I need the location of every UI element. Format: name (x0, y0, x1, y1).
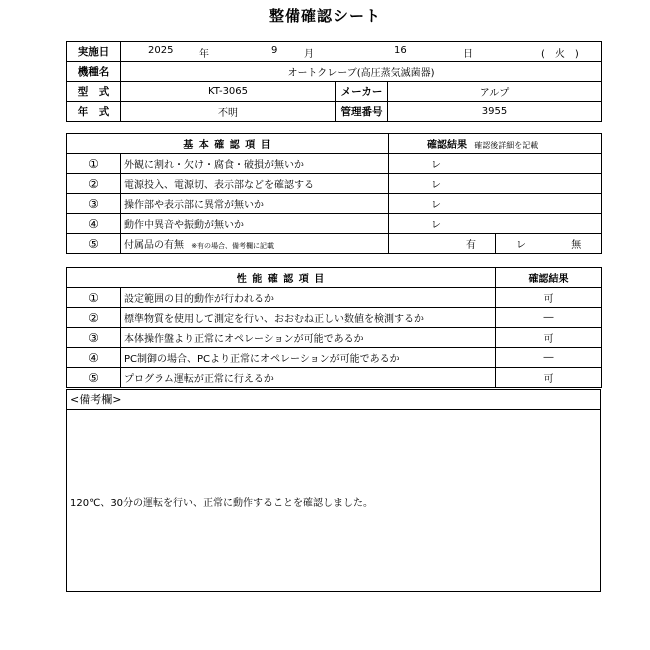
perf-row-text: 本体操作盤より正常にオペレーションが可能であるか (121, 328, 496, 348)
basic-row-2 (67, 174, 602, 194)
basic-header-items: 基 本 確 認 項 目 (67, 134, 389, 154)
perf-row-1 (67, 288, 602, 308)
date-day: 16 (394, 45, 407, 56)
model-value: KT-3065 (121, 82, 336, 102)
info-table (66, 41, 602, 122)
date-year-unit: 年 (199, 49, 209, 60)
basic-row-text: 電源投入、電源切、表示部などを確認する (121, 174, 389, 194)
basic-accessory-note: ※有の場合、備考欄に記載 (191, 242, 275, 250)
basic-accessory-text: 付属品の有無 (124, 240, 184, 251)
perf-row-text: プログラム運転が正常に行えるか (121, 368, 496, 388)
perf-row-result: ― (496, 348, 602, 368)
basic-row-num: ② (67, 174, 121, 194)
maker-label: メーカー (336, 82, 388, 102)
perf-row-text: PC制御の場合、PCより正常にオペレーションが可能であるか (121, 348, 496, 368)
basic-header-result-cell (389, 134, 602, 154)
perf-row-5 (67, 368, 602, 388)
basic-row-result: レ (389, 154, 602, 174)
perf-header-items: 性 能 確 認 項 目 (67, 268, 496, 288)
basic-row-result: レ (389, 214, 602, 234)
basic-accessory-mark: レ (516, 240, 527, 251)
machine-row (67, 62, 602, 82)
model-row (67, 82, 602, 102)
year-type-value: 不明 (121, 102, 336, 122)
machine-label: 機種名 (67, 62, 121, 82)
perf-header-row (67, 268, 602, 288)
perf-row-result: ― (496, 308, 602, 328)
basic-header-result: 確認結果 (427, 140, 468, 151)
model-label: 型 式 (67, 82, 121, 102)
basic-row-num: ① (67, 154, 121, 174)
perf-row-4 (67, 348, 602, 368)
year-type-row (67, 102, 602, 122)
date-weekday: ( 火 ) (541, 49, 579, 60)
perf-row-num: ① (67, 288, 121, 308)
maker-value: アルプ (388, 82, 602, 102)
basic-header-note: 確認後詳細を記載 (474, 141, 539, 150)
machine-value: オートクレーブ(高圧蒸気滅菌器) (121, 62, 602, 82)
perf-row-2 (67, 308, 602, 328)
perf-row-text: 設定範囲の目的動作が行われるか (121, 288, 496, 308)
date-label: 実施日 (67, 42, 121, 62)
basic-accessory-no: 無 (571, 240, 582, 251)
perf-row-result: 可 (496, 328, 602, 348)
basic-row-result: レ (389, 194, 602, 214)
performance-check-table (66, 267, 602, 388)
basic-row-4 (67, 214, 602, 234)
basic-row-1 (67, 154, 602, 174)
basic-accessory-text-cell (121, 234, 389, 254)
basic-row-text: 動作中異音や振動が無いか (121, 214, 389, 234)
basic-accessory-yes: 有 (389, 234, 496, 254)
basic-row-num: ④ (67, 214, 121, 234)
date-row (67, 42, 602, 62)
mgmt-label: 管理番号 (336, 102, 388, 122)
perf-row-result: 可 (496, 368, 602, 388)
perf-row-3 (67, 328, 602, 348)
perf-row-num: ③ (67, 328, 121, 348)
date-day-unit: 日 (463, 49, 473, 60)
perf-row-text: 標準物質を使用して測定を行い、おおむね正しい数値を検測するか (121, 308, 496, 328)
date-value (121, 42, 602, 62)
basic-row-text: 外観に割れ・欠け・腐食・破損が無いか (121, 154, 389, 174)
remarks-box (66, 389, 601, 592)
date-month: 9 (271, 45, 278, 56)
basic-row-5 (67, 234, 602, 254)
mgmt-value: 3955 (388, 102, 602, 122)
date-month-unit: 月 (304, 49, 314, 60)
perf-row-num: ② (67, 308, 121, 328)
basic-check-table (66, 133, 602, 254)
year-type-label: 年 式 (67, 102, 121, 122)
basic-accessory-no-cell (496, 234, 602, 254)
perf-row-result: 可 (496, 288, 602, 308)
basic-row-result: レ (389, 174, 602, 194)
basic-header-row (67, 134, 602, 154)
basic-row-text: 操作部や表示部に異常が無いか (121, 194, 389, 214)
basic-row-num: ⑤ (67, 234, 121, 254)
perf-header-result: 確認結果 (496, 268, 602, 288)
perf-row-num: ⑤ (67, 368, 121, 388)
remarks-label: <備考欄> (67, 390, 600, 410)
page-title: 整備確認シート (268, 7, 381, 25)
remarks-text: 120℃、30分の運転を行い、正常に動作することを確認しました。 (70, 498, 374, 509)
basic-row-num: ③ (67, 194, 121, 214)
date-year: 2025 (148, 45, 174, 56)
perf-row-num: ④ (67, 348, 121, 368)
basic-row-3 (67, 194, 602, 214)
